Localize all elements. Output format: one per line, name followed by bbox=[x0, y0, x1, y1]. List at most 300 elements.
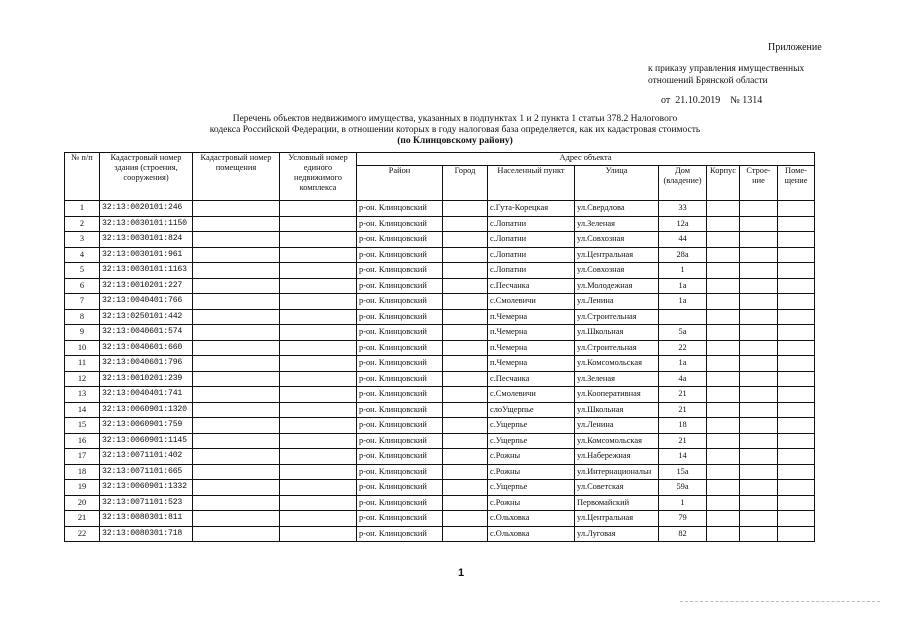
cell-street: ул.Школьная bbox=[575, 402, 659, 418]
header-num: № п/п bbox=[65, 153, 100, 201]
cell-cad-building: 32:13:0040401:766 bbox=[100, 294, 193, 310]
cell-district: р-он. Клинцовский bbox=[357, 480, 443, 496]
cell-city bbox=[443, 216, 488, 232]
cell-city bbox=[443, 402, 488, 418]
order-line-2: отношений Брянской области bbox=[648, 76, 768, 86]
table-row bbox=[65, 247, 815, 263]
cell-premises bbox=[778, 340, 815, 356]
cell-house: 82 bbox=[659, 526, 707, 542]
property-table bbox=[64, 152, 815, 542]
cell-cad-building: 32:13:0040601:660 bbox=[100, 340, 193, 356]
cell-premises bbox=[778, 232, 815, 248]
table-row bbox=[65, 418, 815, 434]
cell-cad-room bbox=[193, 387, 280, 403]
table-row bbox=[65, 294, 815, 310]
cell-house: 28а bbox=[659, 247, 707, 263]
cell-conditional bbox=[280, 247, 357, 263]
cell-settlement: с.Лопатни bbox=[488, 216, 575, 232]
cell-premises bbox=[778, 402, 815, 418]
cell-city bbox=[443, 294, 488, 310]
cell-cad-room bbox=[193, 309, 280, 325]
cell-num: 17 bbox=[65, 449, 100, 465]
cell-cad-building: 32:13:0030101:961 bbox=[100, 247, 193, 263]
appendix-label: Приложение bbox=[768, 42, 822, 53]
cell-num: 11 bbox=[65, 356, 100, 372]
cell-district: р-он. Клинцовский bbox=[357, 418, 443, 434]
cell-num: 14 bbox=[65, 402, 100, 418]
cell-korpus bbox=[707, 356, 740, 372]
cell-korpus bbox=[707, 232, 740, 248]
cell-building bbox=[740, 247, 778, 263]
cell-building bbox=[740, 356, 778, 372]
cell-district: р-он. Клинцовский bbox=[357, 294, 443, 310]
cell-korpus bbox=[707, 371, 740, 387]
cell-settlement: п.Чемерна bbox=[488, 325, 575, 341]
table-row bbox=[65, 449, 815, 465]
cell-building bbox=[740, 480, 778, 496]
cell-conditional bbox=[280, 402, 357, 418]
cell-cad-room bbox=[193, 340, 280, 356]
cell-korpus bbox=[707, 340, 740, 356]
cell-korpus bbox=[707, 294, 740, 310]
cell-district: р-он. Клинцовский bbox=[357, 356, 443, 372]
cell-house: 59а bbox=[659, 480, 707, 496]
cell-building bbox=[740, 433, 778, 449]
cell-building bbox=[740, 371, 778, 387]
date-prefix: от bbox=[661, 95, 671, 106]
cell-settlement: с.Песчанка bbox=[488, 371, 575, 387]
cell-korpus bbox=[707, 201, 740, 217]
cell-conditional bbox=[280, 371, 357, 387]
cell-cad-building: 32:13:0040601:574 bbox=[100, 325, 193, 341]
cell-street: ул.Луговая bbox=[575, 526, 659, 542]
cell-premises bbox=[778, 418, 815, 434]
cell-cad-building: 32:13:0010201:227 bbox=[100, 278, 193, 294]
cell-cad-room bbox=[193, 356, 280, 372]
cell-premises bbox=[778, 356, 815, 372]
cell-cad-room bbox=[193, 247, 280, 263]
cell-settlement: с.Ольховка bbox=[488, 526, 575, 542]
cell-district: р-он. Клинцовский bbox=[357, 449, 443, 465]
cell-premises bbox=[778, 263, 815, 279]
header-settlement: Населенный пункт bbox=[488, 166, 575, 201]
header-street: Улица bbox=[575, 166, 659, 201]
cell-korpus bbox=[707, 433, 740, 449]
cell-district: р-он. Клинцовский bbox=[357, 511, 443, 527]
table-row bbox=[65, 356, 815, 372]
cell-district: р-он. Клинцовский bbox=[357, 201, 443, 217]
cell-cad-room bbox=[193, 511, 280, 527]
cell-building bbox=[740, 418, 778, 434]
cell-cad-room bbox=[193, 371, 280, 387]
cell-district: р-он. Клинцовский bbox=[357, 309, 443, 325]
cell-city bbox=[443, 232, 488, 248]
cell-building bbox=[740, 402, 778, 418]
header-conditional: Условный номер единого недвижимого комплекса bbox=[280, 153, 357, 201]
cell-korpus bbox=[707, 387, 740, 403]
cell-num: 1 bbox=[65, 201, 100, 217]
cell-street: ул.Совхозная bbox=[575, 232, 659, 248]
cell-street: ул.Советская bbox=[575, 480, 659, 496]
cell-street: ул.Строительная bbox=[575, 340, 659, 356]
cell-city bbox=[443, 511, 488, 527]
cell-house: 5а bbox=[659, 325, 707, 341]
cell-cad-room bbox=[193, 449, 280, 465]
cell-num: 2 bbox=[65, 216, 100, 232]
cell-city bbox=[443, 247, 488, 263]
cell-cad-building: 32:13:0040401:741 bbox=[100, 387, 193, 403]
cell-cad-building: 32:13:0030101:824 bbox=[100, 232, 193, 248]
cell-num: 21 bbox=[65, 511, 100, 527]
cell-premises bbox=[778, 480, 815, 496]
header-korpus: Корпус bbox=[707, 166, 740, 201]
cell-premises bbox=[778, 325, 815, 341]
cell-city bbox=[443, 278, 488, 294]
table-row bbox=[65, 263, 815, 279]
header-premises: Поме-щение bbox=[778, 166, 815, 201]
cell-settlement: с.Ущерпье bbox=[488, 433, 575, 449]
cell-street: ул.Центральная bbox=[575, 247, 659, 263]
table-row bbox=[65, 433, 815, 449]
cell-settlement: с.Песчанка bbox=[488, 278, 575, 294]
title-line-1: Перечень объектов недвижимого имущества, указанных в подпунктах 1 и 2 пункта 1 статьи 378.2 Налогового bbox=[232, 114, 678, 124]
cell-street: ул.Совхозная bbox=[575, 263, 659, 279]
table-row bbox=[65, 526, 815, 542]
cell-conditional bbox=[280, 480, 357, 496]
table-row bbox=[65, 495, 815, 511]
cell-cad-building: 32:13:0010201:239 bbox=[100, 371, 193, 387]
cell-cad-building: 32:13:0060901:1145 bbox=[100, 433, 193, 449]
cell-cad-building: 32:13:0071101:402 bbox=[100, 449, 193, 465]
cell-house: 1а bbox=[659, 278, 707, 294]
cell-cad-building: 32:13:0030101:1150 bbox=[100, 216, 193, 232]
cell-num: 18 bbox=[65, 464, 100, 480]
cell-street: ул.Центральная bbox=[575, 511, 659, 527]
cell-city bbox=[443, 325, 488, 341]
cell-street: ул.Строительная bbox=[575, 309, 659, 325]
cell-city bbox=[443, 309, 488, 325]
cell-building bbox=[740, 309, 778, 325]
cell-korpus bbox=[707, 216, 740, 232]
cell-street: ул.Комсомольская bbox=[575, 356, 659, 372]
order-date-line bbox=[661, 95, 762, 106]
cell-settlement: с.Лопатни bbox=[488, 232, 575, 248]
cell-num: 16 bbox=[65, 433, 100, 449]
cell-premises bbox=[778, 387, 815, 403]
cell-premises bbox=[778, 201, 815, 217]
cell-premises bbox=[778, 464, 815, 480]
cell-cad-room bbox=[193, 402, 280, 418]
cell-city bbox=[443, 371, 488, 387]
cell-street: ул.Ленина bbox=[575, 418, 659, 434]
cell-building bbox=[740, 387, 778, 403]
table-row bbox=[65, 201, 815, 217]
cell-cad-room bbox=[193, 433, 280, 449]
cell-settlement: с.Ущерпье bbox=[488, 480, 575, 496]
cell-premises bbox=[778, 309, 815, 325]
cell-house: 1а bbox=[659, 294, 707, 310]
cell-conditional bbox=[280, 232, 357, 248]
cell-num: 5 bbox=[65, 263, 100, 279]
cell-cad-room bbox=[193, 216, 280, 232]
cell-settlement: с.Лопатни bbox=[488, 247, 575, 263]
header-city: Город bbox=[443, 166, 488, 201]
cell-street: ул.Комсомольская bbox=[575, 433, 659, 449]
table-row bbox=[65, 371, 815, 387]
cell-conditional bbox=[280, 325, 357, 341]
table-row bbox=[65, 511, 815, 527]
cell-district: р-он. Клинцовский bbox=[357, 495, 443, 511]
cell-cad-building: 32:13:0030101:1163 bbox=[100, 263, 193, 279]
cell-house: 44 bbox=[659, 232, 707, 248]
header-cad-room: Кадастровый номер помещения bbox=[193, 153, 280, 201]
cell-house: 1а bbox=[659, 356, 707, 372]
cell-korpus bbox=[707, 495, 740, 511]
cell-street: ул.Интернациональн bbox=[575, 464, 659, 480]
cell-city bbox=[443, 263, 488, 279]
cell-korpus bbox=[707, 263, 740, 279]
cell-premises bbox=[778, 449, 815, 465]
cell-cad-room bbox=[193, 278, 280, 294]
cell-house: 1 bbox=[659, 495, 707, 511]
cell-korpus bbox=[707, 247, 740, 263]
cell-house: 21 bbox=[659, 402, 707, 418]
cell-korpus bbox=[707, 464, 740, 480]
cell-building bbox=[740, 232, 778, 248]
cell-num: 7 bbox=[65, 294, 100, 310]
page-number: 1 bbox=[458, 567, 465, 579]
cell-num: 4 bbox=[65, 247, 100, 263]
cell-building bbox=[740, 340, 778, 356]
cell-settlement: с.Рожны bbox=[488, 449, 575, 465]
cell-house: 12а bbox=[659, 216, 707, 232]
scan-artifact-line bbox=[680, 601, 880, 604]
cell-conditional bbox=[280, 340, 357, 356]
cell-cad-building: 32:13:0060901:1320 bbox=[100, 402, 193, 418]
cell-num: 19 bbox=[65, 480, 100, 496]
cell-settlement: с.Рожны bbox=[488, 495, 575, 511]
cell-cad-room bbox=[193, 495, 280, 511]
cell-cad-room bbox=[193, 294, 280, 310]
cell-district: р-он. Клинцовский bbox=[357, 402, 443, 418]
cell-cad-room bbox=[193, 263, 280, 279]
table-row bbox=[65, 464, 815, 480]
cell-settlement: с.Смолевичи bbox=[488, 387, 575, 403]
cell-num: 12 bbox=[65, 371, 100, 387]
document-title bbox=[180, 114, 730, 147]
cell-premises bbox=[778, 294, 815, 310]
cell-num: 9 bbox=[65, 325, 100, 341]
order-date: 21.10.2019 bbox=[675, 95, 721, 106]
header-cad-building: Кадастровый номер здания (строения, сооружения) bbox=[100, 153, 193, 201]
cell-num: 10 bbox=[65, 340, 100, 356]
cell-house: 4а bbox=[659, 371, 707, 387]
cell-district: р-он. Клинцовский bbox=[357, 464, 443, 480]
cell-premises bbox=[778, 511, 815, 527]
cell-conditional bbox=[280, 309, 357, 325]
cell-premises bbox=[778, 278, 815, 294]
cell-city bbox=[443, 418, 488, 434]
cell-building bbox=[740, 278, 778, 294]
header-building: Строе-ние bbox=[740, 166, 778, 201]
cell-premises bbox=[778, 371, 815, 387]
cell-house bbox=[659, 309, 707, 325]
cell-settlement: с.Рожны bbox=[488, 464, 575, 480]
cell-premises bbox=[778, 216, 815, 232]
cell-house: 79 bbox=[659, 511, 707, 527]
cell-settlement: с.Смолевичи bbox=[488, 294, 575, 310]
cell-street: Первомайский bbox=[575, 495, 659, 511]
table-row bbox=[65, 340, 815, 356]
table-body bbox=[65, 201, 815, 542]
cell-district: р-он. Клинцовский bbox=[357, 340, 443, 356]
cell-cad-room bbox=[193, 418, 280, 434]
cell-korpus bbox=[707, 402, 740, 418]
cell-settlement: с.Лопатни bbox=[488, 263, 575, 279]
cell-conditional bbox=[280, 387, 357, 403]
cell-building bbox=[740, 449, 778, 465]
cell-district: р-он. Клинцовский bbox=[357, 278, 443, 294]
cell-korpus bbox=[707, 511, 740, 527]
cell-premises bbox=[778, 495, 815, 511]
cell-street: ул.Молодежная bbox=[575, 278, 659, 294]
cell-house: 22 bbox=[659, 340, 707, 356]
cell-num: 8 bbox=[65, 309, 100, 325]
cell-cad-room bbox=[193, 232, 280, 248]
cell-conditional bbox=[280, 495, 357, 511]
table-row bbox=[65, 232, 815, 248]
cell-house: 33 bbox=[659, 201, 707, 217]
cell-settlement: с.Ольховка bbox=[488, 511, 575, 527]
cell-house: 15а bbox=[659, 464, 707, 480]
table-row bbox=[65, 387, 815, 403]
cell-house: 14 bbox=[659, 449, 707, 465]
cell-cad-room bbox=[193, 526, 280, 542]
cell-district: р-он. Клинцовский bbox=[357, 247, 443, 263]
cell-street: ул.Набережная bbox=[575, 449, 659, 465]
cell-korpus bbox=[707, 278, 740, 294]
cell-street: ул.Кооперативная bbox=[575, 387, 659, 403]
cell-premises bbox=[778, 526, 815, 542]
cell-cad-building: 32:13:0080301:718 bbox=[100, 526, 193, 542]
order-reference bbox=[648, 63, 888, 87]
cell-korpus bbox=[707, 309, 740, 325]
cell-cad-building: 32:13:0060901:1332 bbox=[100, 480, 193, 496]
cell-city bbox=[443, 449, 488, 465]
cell-city bbox=[443, 356, 488, 372]
cell-district: р-он. Клинцовский bbox=[357, 325, 443, 341]
cell-cad-room bbox=[193, 325, 280, 341]
cell-street: ул.Зеленая bbox=[575, 216, 659, 232]
table-row bbox=[65, 309, 815, 325]
cell-cad-building: 32:13:0040601:796 bbox=[100, 356, 193, 372]
cell-premises bbox=[778, 433, 815, 449]
cell-cad-building: 32:13:0060901:759 bbox=[100, 418, 193, 434]
cell-conditional bbox=[280, 433, 357, 449]
cell-settlement: п.Чемерна bbox=[488, 340, 575, 356]
cell-settlement: с.Ущерпье bbox=[488, 418, 575, 434]
table-row bbox=[65, 325, 815, 341]
cell-settlement: п.Чемерна bbox=[488, 356, 575, 372]
cell-conditional bbox=[280, 201, 357, 217]
cell-num: 15 bbox=[65, 418, 100, 434]
title-subtitle: (по Клинцовскому району) bbox=[397, 136, 513, 146]
cell-cad-room bbox=[193, 201, 280, 217]
cell-city bbox=[443, 480, 488, 496]
cell-district: р-он. Клинцовский bbox=[357, 433, 443, 449]
table-row bbox=[65, 480, 815, 496]
cell-city bbox=[443, 433, 488, 449]
header-district: Район bbox=[357, 166, 443, 201]
header-address: Адрес объекта bbox=[357, 153, 815, 166]
cell-street: ул.Школьная bbox=[575, 325, 659, 341]
cell-settlement: с.Гута-Корецкая bbox=[488, 201, 575, 217]
cell-street: ул.Свердлова bbox=[575, 201, 659, 217]
order-line-1: к приказу управления имущественных bbox=[648, 64, 805, 74]
cell-conditional bbox=[280, 449, 357, 465]
cell-conditional bbox=[280, 526, 357, 542]
cell-house: 21 bbox=[659, 387, 707, 403]
cell-conditional bbox=[280, 278, 357, 294]
cell-num: 13 bbox=[65, 387, 100, 403]
cell-building bbox=[740, 263, 778, 279]
cell-num: 22 bbox=[65, 526, 100, 542]
cell-district: р-он. Клинцовский bbox=[357, 232, 443, 248]
order-number: № 1314 bbox=[730, 95, 763, 106]
cell-korpus bbox=[707, 526, 740, 542]
cell-district: р-он. Клинцовский bbox=[357, 371, 443, 387]
cell-korpus bbox=[707, 449, 740, 465]
cell-district: р-он. Клинцовский bbox=[357, 263, 443, 279]
cell-conditional bbox=[280, 464, 357, 480]
cell-building bbox=[740, 464, 778, 480]
title-line-2: кодекса Российской Федерации, в отношении которых в году налоговая база определяется, как их кадастровая стоимость bbox=[209, 125, 701, 135]
cell-cad-building: 32:13:0071101:523 bbox=[100, 495, 193, 511]
cell-building bbox=[740, 216, 778, 232]
cell-cad-building: 32:13:0250101:442 bbox=[100, 309, 193, 325]
cell-building bbox=[740, 325, 778, 341]
cell-city bbox=[443, 464, 488, 480]
cell-cad-room bbox=[193, 464, 280, 480]
cell-district: р-он. Клинцовский bbox=[357, 216, 443, 232]
cell-num: 3 bbox=[65, 232, 100, 248]
cell-house: 18 bbox=[659, 418, 707, 434]
table-row bbox=[65, 216, 815, 232]
cell-cad-building: 32:13:0020101:246 bbox=[100, 201, 193, 217]
header-house: Дом (владение) bbox=[659, 166, 707, 201]
cell-building bbox=[740, 511, 778, 527]
cell-building bbox=[740, 495, 778, 511]
cell-num: 6 bbox=[65, 278, 100, 294]
cell-house: 21 bbox=[659, 433, 707, 449]
cell-korpus bbox=[707, 418, 740, 434]
cell-conditional bbox=[280, 263, 357, 279]
cell-city bbox=[443, 340, 488, 356]
cell-street: ул.Зеленая bbox=[575, 371, 659, 387]
cell-building bbox=[740, 294, 778, 310]
cell-building bbox=[740, 526, 778, 542]
cell-cad-building: 32:13:0080301:811 bbox=[100, 511, 193, 527]
cell-settlement: слоУщерпье bbox=[488, 402, 575, 418]
table-row bbox=[65, 278, 815, 294]
cell-num: 20 bbox=[65, 495, 100, 511]
cell-city bbox=[443, 495, 488, 511]
cell-conditional bbox=[280, 418, 357, 434]
cell-premises bbox=[778, 247, 815, 263]
cell-city bbox=[443, 526, 488, 542]
cell-city bbox=[443, 201, 488, 217]
cell-korpus bbox=[707, 480, 740, 496]
